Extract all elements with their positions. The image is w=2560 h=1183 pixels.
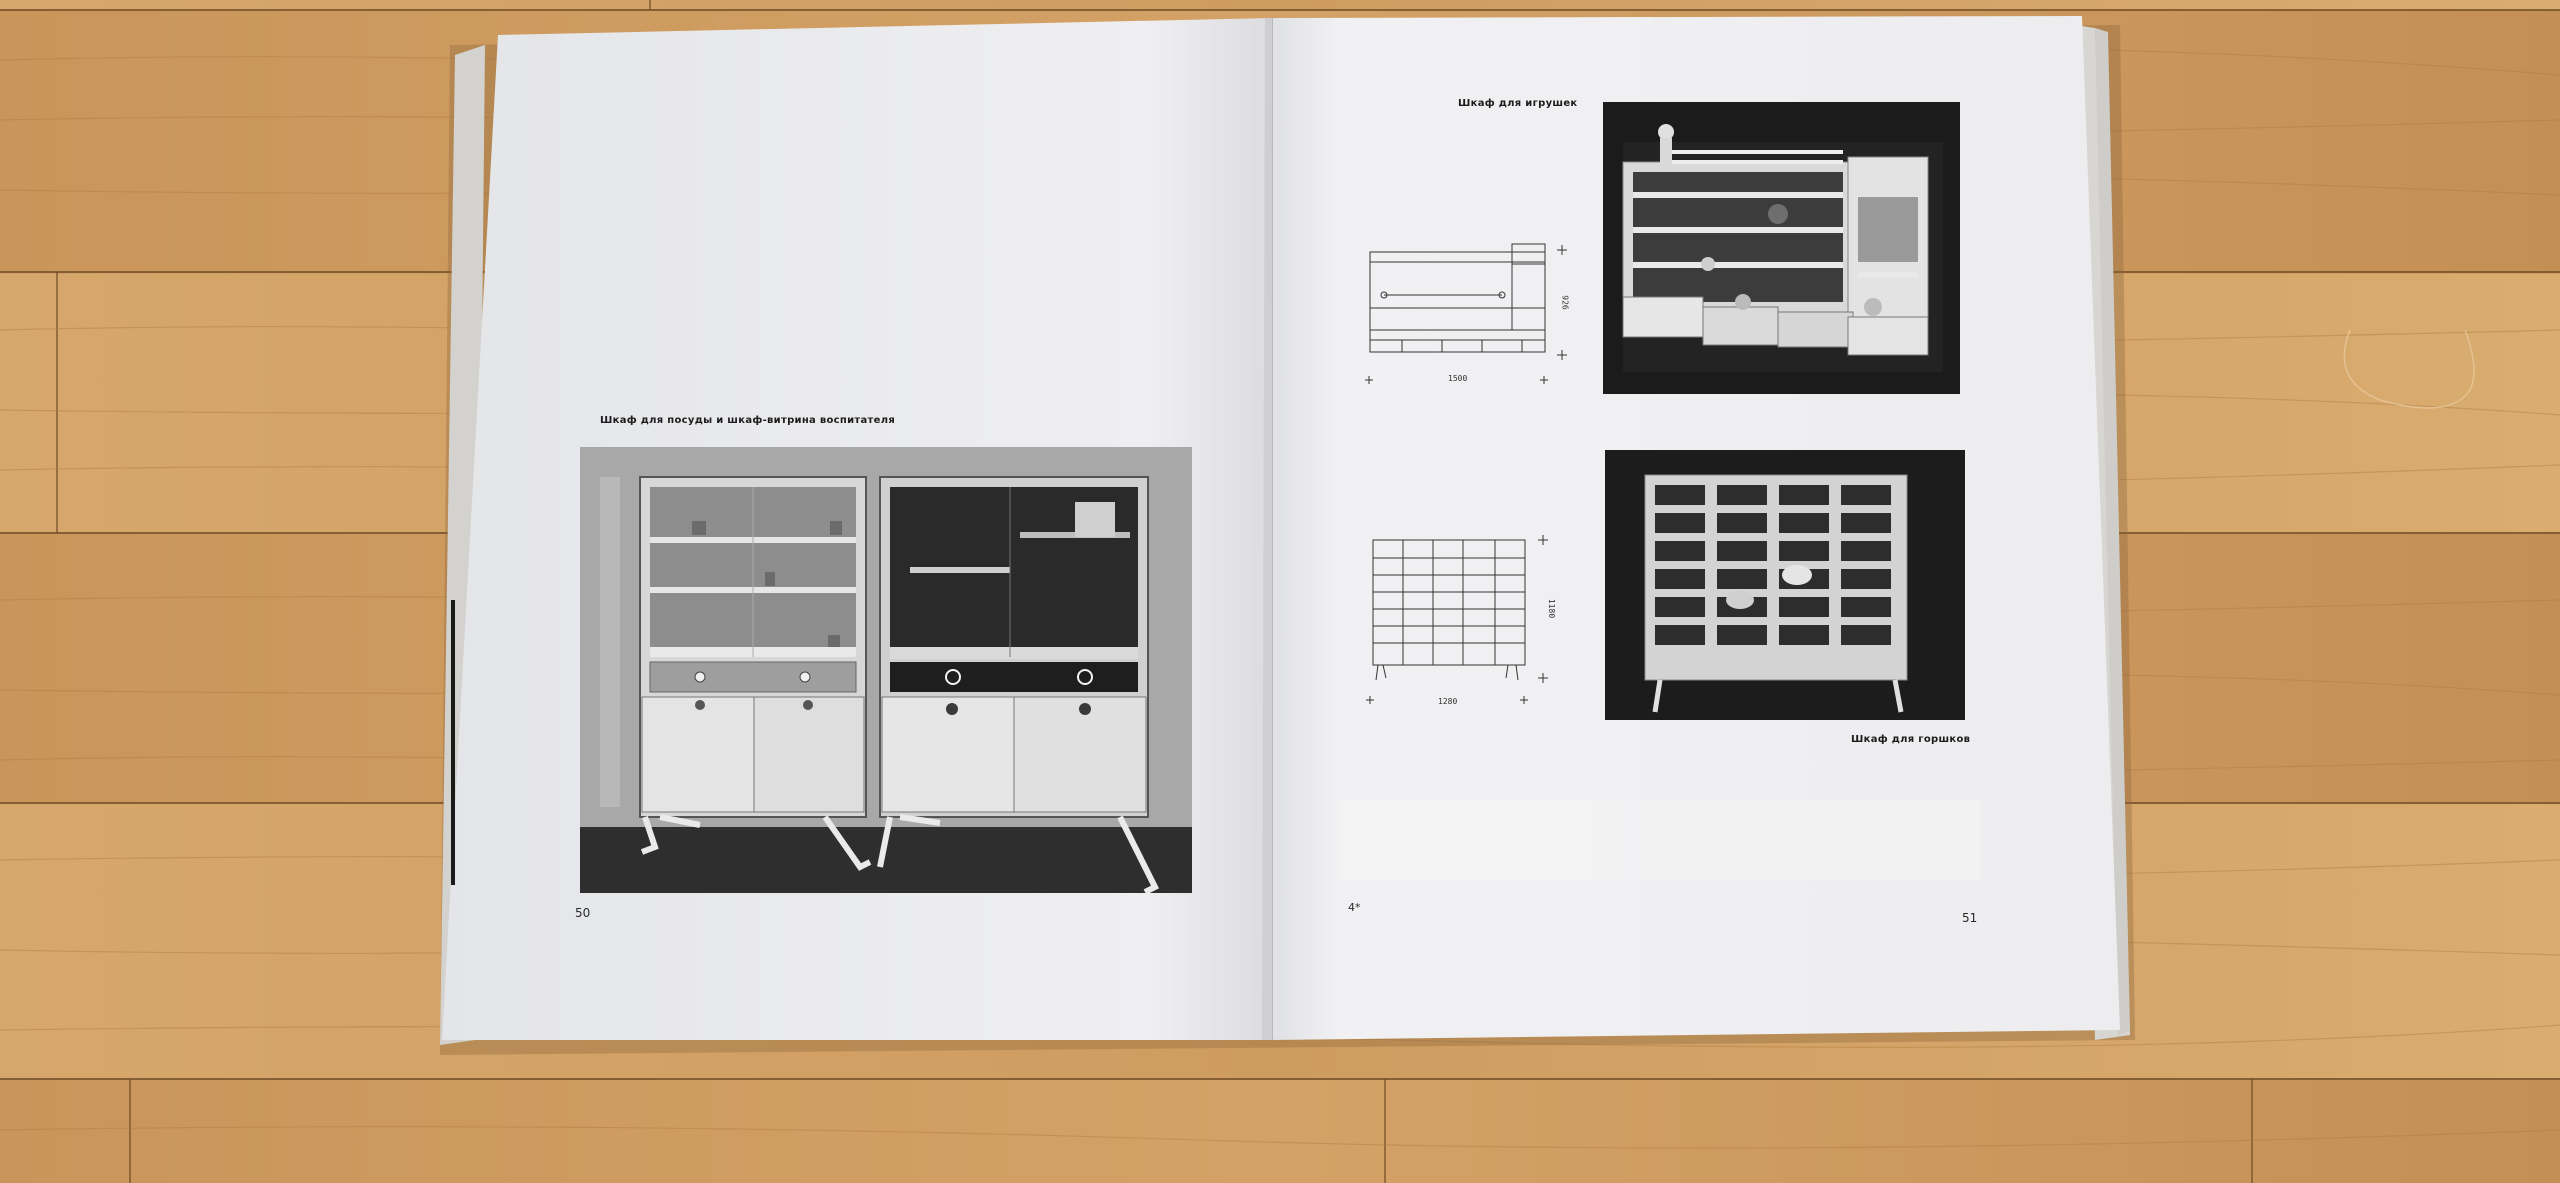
- toy-cabinet-photo: [1603, 102, 1960, 394]
- potty-cabinet-drawing: [1358, 530, 1568, 710]
- toy-cabinet-caption: Шкаф для игрушек: [1458, 98, 1578, 109]
- potty-cabinet-photo: [1605, 450, 1965, 720]
- toy-cabinet-width-label: 1500: [1448, 374, 1468, 383]
- potty-cabinet-height-label: 1180: [1547, 598, 1557, 619]
- potty-cabinet-caption: Шкаф для горшков: [1851, 734, 1971, 745]
- left-page-caption: Шкаф для посуды и шкаф-витрина воспитателя: [600, 415, 896, 426]
- potty-cabinet-width-label: 1280: [1438, 697, 1458, 706]
- right-page-number: 51: [1962, 911, 1978, 925]
- cupboard-photo: [580, 447, 1192, 893]
- signature-mark: 4*: [1348, 901, 1361, 914]
- toy-cabinet-height-label: 926: [1560, 295, 1570, 310]
- toy-cabinet-drawing: [1362, 240, 1572, 390]
- left-page-number: 50: [575, 906, 591, 920]
